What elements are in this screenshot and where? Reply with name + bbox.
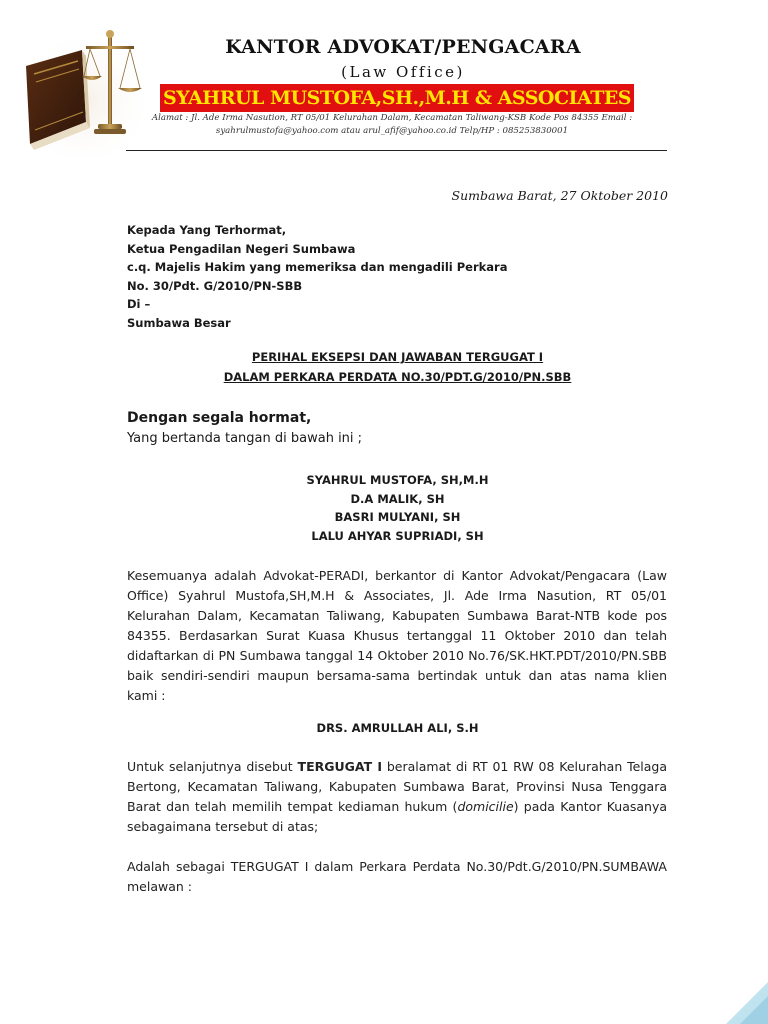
paragraph-text: beralamat di RT 01 RW 08 Kelurahan Telaga Bertong, Kecamatan Taliwang, Kabupaten Sumbawa Barat, Provinsi Nusa Tenggara Barat dan telah memilih tempat kediaman hukum (: [127, 759, 668, 814]
subject-line: PERIHAL EKSEPSI DAN JAWABAN TERGUGAT I: [251, 350, 544, 364]
body-paragraph: Kesemuanya adalah Advokat-PERADI, berkantor di Kantor Advokat/Pengacara (Law Office) Syahrul Mustofa,SH,M.H & Associates, Jl. Ade Irma Nasution, RT 05/01 Kelurahan Dalam, Kecamatan Taliwang, Kabupaten Sumbawa Barat-NTB kode pos 84355. Berdasarkan Surat Kuasa Khusus tertanggal 11 Oktober 2010 dan telah didaftarkan di PN Sumbawa tanggal 14 Oktober 2010 No.76/SK.HKT.PDT/2010/PN.SBB baik sendiri-sendiri maupun bersama-sama bertindak untuk dan atas nama klien kami :: [127, 568, 667, 703]
subject-line: DALAM PERKARA PERDATA NO.30/PDT.G/2010/PN.SBB: [223, 370, 572, 384]
recipient-line: c.q. Majelis Hakim yang memeriksa dan mengadili Perkara: [127, 260, 508, 274]
firm-name-banner: SYAHRUL MUSTOFA,SH.,M.H & ASSOCIATES: [160, 84, 634, 112]
client-name: DRS. AMRULLAH ALI, S.H: [316, 721, 479, 735]
recipient-line: Ketua Pengadilan Negeri Sumbawa: [127, 241, 356, 256]
paragraph-text: ) pada Kantor Kuasanya sebagaimana tersebut di atas;: [127, 799, 668, 834]
header-divider: [126, 150, 667, 151]
recipient-line: Di –: [127, 297, 151, 311]
office-contact-line: syahrulmustofa@yahoo.com atau arul_afif@yahoo.co.id Telp/HP : 085253830001: [215, 126, 569, 136]
advocate-name: SYAHRUL MUSTOFA, SH,M.H: [306, 473, 489, 487]
advocate-name: LALU AHYAR SUPRIADI, SH: [311, 528, 484, 543]
party-designation: TERGUGAT I: [297, 759, 382, 774]
paragraph-text: Untuk selanjutnya disebut: [127, 759, 293, 774]
body-paragraph: [127, 757, 667, 837]
recipient-line: Sumbawa Besar: [127, 315, 231, 330]
advocate-name: BASRI MULYANI, SH: [334, 510, 461, 524]
office-subheading: (Law Office): [341, 63, 465, 81]
latin-term: domicilie: [457, 799, 514, 814]
law-office-logo-icon: [20, 22, 148, 158]
letter-date: Sumbawa Barat, 27 Oktober 2010: [451, 188, 668, 203]
recipient-block: [127, 221, 508, 332]
recipient-line: Kepada Yang Terhormat,: [127, 223, 287, 237]
greeting: Dengan segala hormat,: [127, 410, 312, 426]
page-corner-decoration: [726, 982, 768, 1024]
body-paragraph: Adalah sebagai TERGUGAT I dalam Perkara Perdata No.30/Pdt.G/2010/PN.SUMBAWA melawan :: [127, 859, 667, 894]
recipient-line: No. 30/Pdt. G/2010/PN-SBB: [127, 278, 303, 293]
office-address-line: Alamat : Jl. Ade Irma Nasution, RT 05/01 Kelurahan Dalam, Kecamatan Taliwang-KSB Kode Pos 84355 Email :: [151, 113, 633, 123]
undersigned-intro: Yang bertanda tangan di bawah ini ;: [127, 431, 363, 446]
office-heading: KANTOR ADVOKAT/PENGACARA: [225, 36, 581, 58]
advocate-names: [127, 471, 668, 545]
advocate-name: D.A MALIK, SH: [350, 491, 445, 506]
